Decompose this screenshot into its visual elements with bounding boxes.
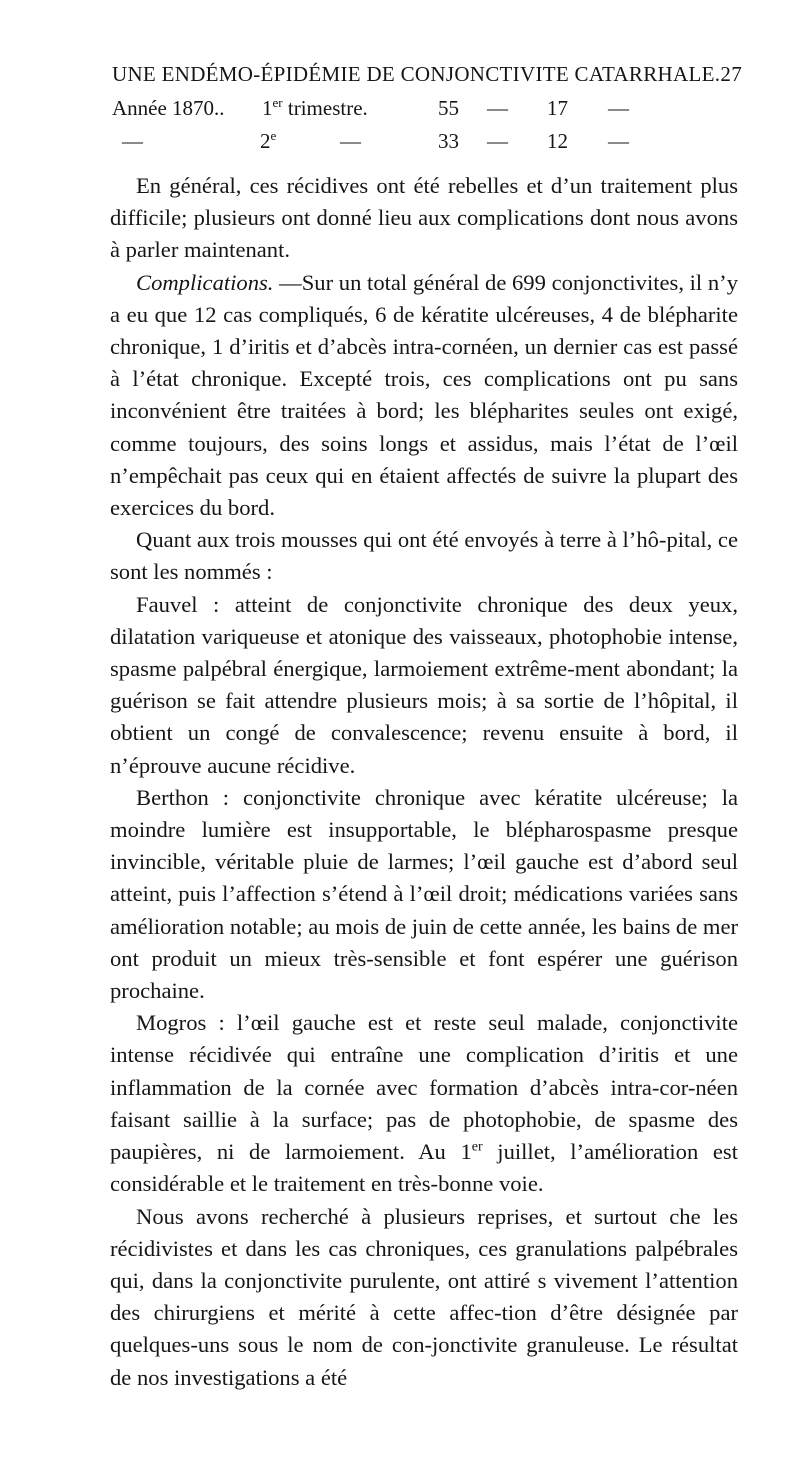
stats-year: — bbox=[122, 129, 143, 153]
stats-dash: — bbox=[340, 129, 361, 153]
stats-row-second-quarter bbox=[0, 129, 800, 159]
paragraph-complications bbox=[110, 267, 738, 525]
complications-text: —Sur un total général de 699 conjonctivites, il n’y a eu que 12 cas compliqués, 6 de kératite ulcéreuses, 4 de blépharite chronique, 1 d’iritis et d’abcès intra-cornéen, un dernier cas est passé à l’état chronique. Excepté trois, ces complications ont pu sans inconvénient être traitées à bord; les blépharites seules ont exigé, comme toujours, des soins longs et assidus, mais l’état de l’œil n’empêchait pas ceux qui en étaient affectés de suivre la plupart des exercices du bord. bbox=[110, 269, 738, 521]
page-number: 27 bbox=[720, 62, 742, 86]
stats-count-a: 33 bbox=[438, 129, 459, 153]
stats-year: Année 1870.. bbox=[112, 96, 225, 120]
stats-dash: — bbox=[487, 96, 508, 120]
stats-quarter: 1er trimestre. bbox=[262, 95, 368, 120]
body-text bbox=[110, 170, 738, 1394]
stats-quarter: 2e bbox=[260, 128, 277, 153]
stats-dash: — bbox=[608, 96, 629, 120]
paragraph-granulations: Nous avons recherché à plusieurs reprises, et surtout che les récidivistes et dans les cas chroniques, ces granulations palpébrales qui, dans la conjonctivite purulente, ont attiré s vivement l’attention des chirurgiens et mérité à cette affec-tion d’être désignée par quelques-uns sous le nom de con-jonctivite granuleuse. Le résultat de nos investigations a été bbox=[110, 1203, 738, 1390]
stats-count-b: 12 bbox=[547, 129, 568, 153]
stats-count-b: 17 bbox=[547, 96, 568, 120]
running-title: UNE ENDÉMO-ÉPIDÉMIE DE CONJONCTIVITE CATARRHALE. bbox=[112, 62, 721, 86]
complications-heading: Complications. bbox=[136, 269, 274, 295]
paragraph-berthon: Berthon : conjonctivite chronique avec kératite ulcéreuse; la moindre lumière est insupportable, le blépharospasme presque invincible, véritable pluie de larmes; l’œil gauche est d’abord seul atteint, puis l’affection s’étend à l’œil droit; médications variées sans amélioration notable; au mois de juin de cette année, les bains de mer ont produit un mieux très-sensible et font espérer une guérison prochaine. bbox=[110, 784, 739, 1004]
paragraph-fauvel: Fauvel : atteint de conjonctivite chronique des deux yeux, dilatation variqueuse et atonique des vaisseaux, photophobie intense, spasme palpébral énergique, larmoiement extrême-ment abondant; la guérison se fait attendre plusieurs mois; à sa sortie de l’hôpital, il obtient un congé de convalescence; revenu ensuite à bord, il n’éprouve aucune récidive. bbox=[110, 591, 738, 778]
stats-dash: — bbox=[487, 129, 508, 153]
stats-row-first-quarter bbox=[0, 96, 800, 126]
paragraph-recidives: En général, ces récidives ont été rebelles et d’un traitement plus difficile; plusieurs ont donné lieu aux complications dont nous avons à parler maintenant. bbox=[110, 173, 738, 263]
stats-dash: — bbox=[608, 129, 629, 153]
stats-count-a: 55 bbox=[438, 96, 459, 120]
paragraph-mogros: Mogros : l’œil gauche est et reste seul malade, conjonctivite intense récidivée qui entraîne une complication d’iritis et une inflammation de la cornée avec formation d’abcès intra-cor-néen faisant saillie à la surface; pas de photophobie, de spasme des paupières, ni de larmoiement. Au 1er juillet, l’amélioration est considérable et le traitement en très-bonne voie. bbox=[110, 1010, 738, 1197]
paragraph-mousses: Quant aux trois mousses qui ont été envoyés à terre à l’hô-pital, ce sont les nommés : bbox=[110, 527, 738, 585]
running-header bbox=[112, 62, 742, 92]
